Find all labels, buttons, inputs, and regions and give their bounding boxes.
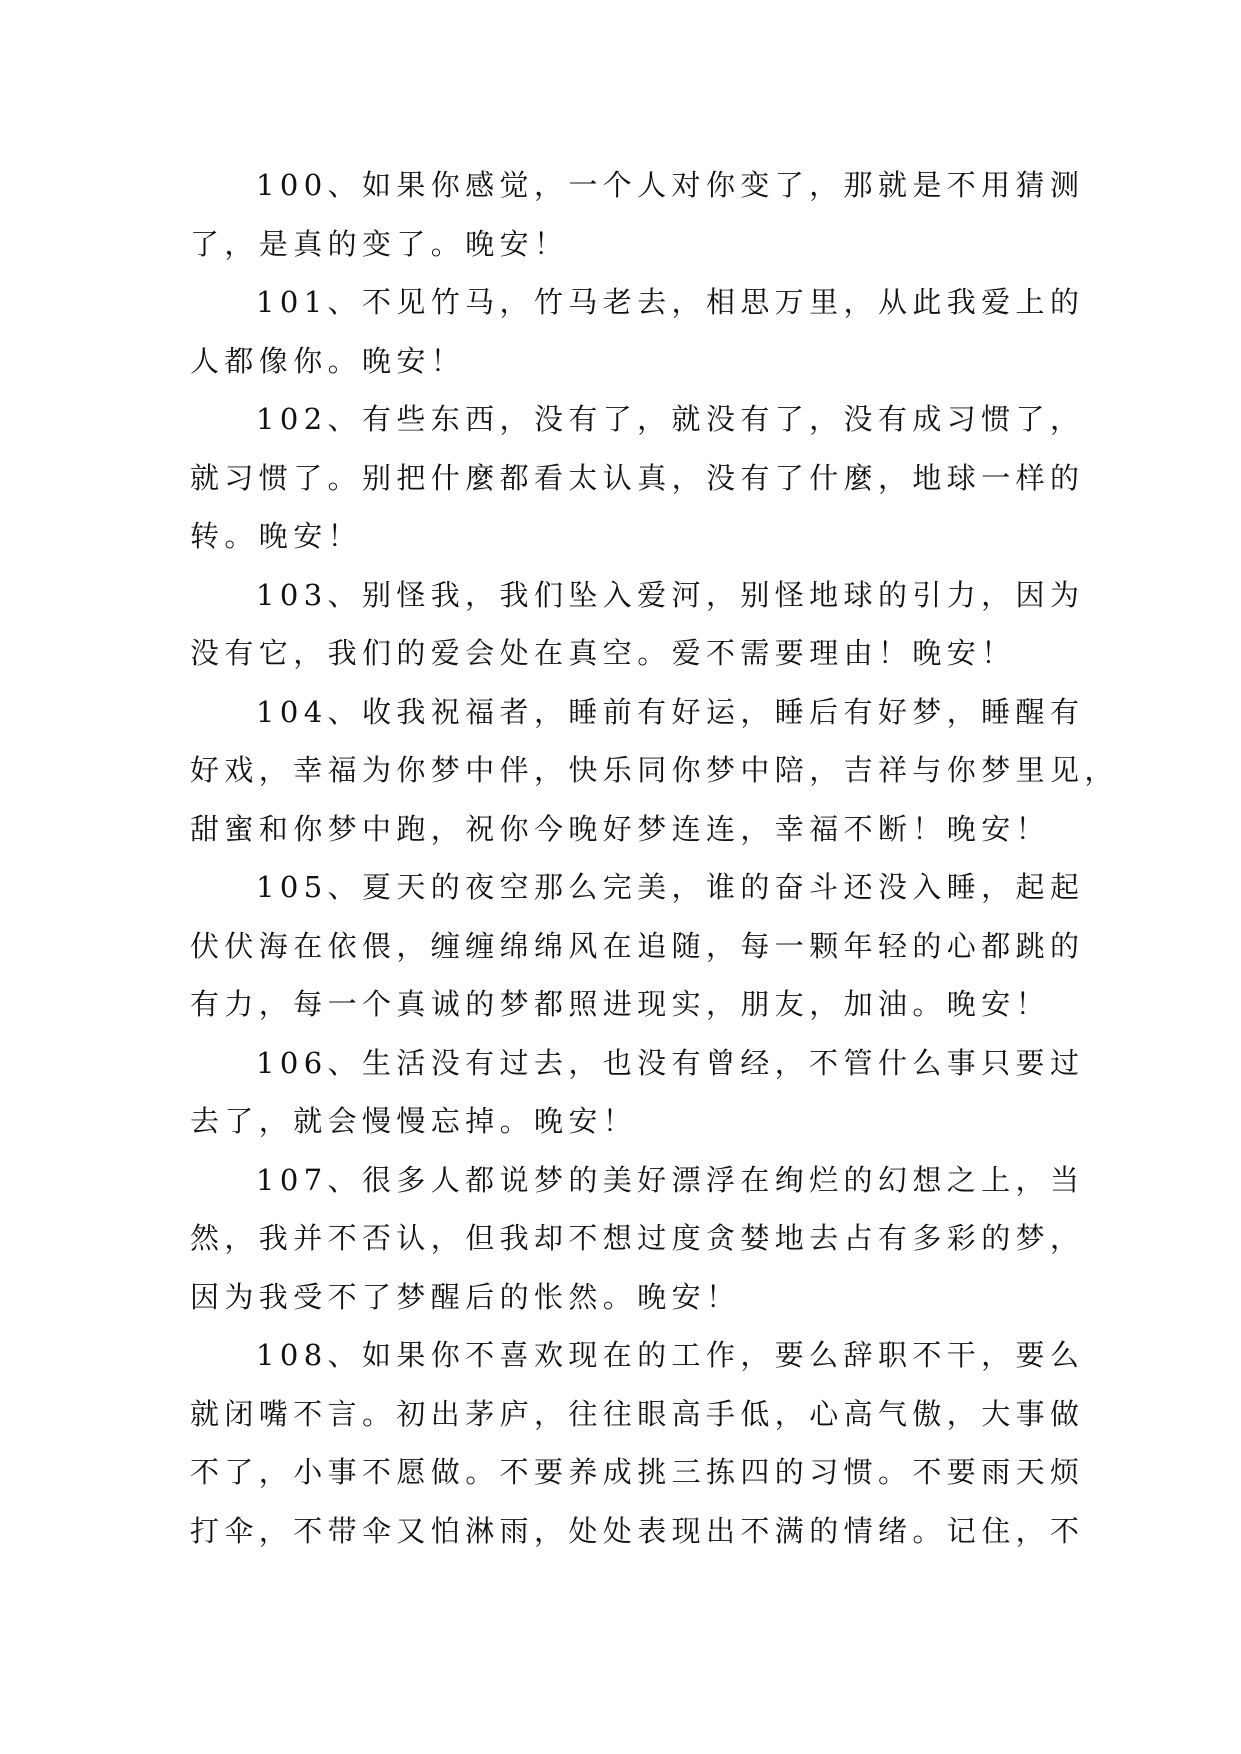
text-line: 打伞，不带伞又怕淋雨，处处表现出不满的情绪。记住，不 bbox=[190, 1513, 1085, 1548]
text-line: 了，是真的变了。晚安！ bbox=[190, 226, 569, 261]
text-line: 因为我受不了梦醒后的怅然。晚安！ bbox=[190, 1279, 741, 1314]
text-line: 去了，就会慢慢忘掉。晚安！ bbox=[190, 1104, 638, 1138]
paragraph-104 bbox=[190, 683, 1119, 859]
text-line: 然，我并不否认，但我却不想过度贪婪地去占有多彩的梦， bbox=[190, 1221, 1085, 1255]
text-line: 104、收我祝福者，睡前有好运，睡后有好梦，睡醒有 bbox=[256, 694, 1085, 729]
text-line: 101、不见竹马，竹马老去，相思万里，从此我爱上的 bbox=[256, 285, 1085, 319]
paragraph-107 bbox=[190, 1151, 1085, 1327]
text-line: 有力，每一个真诚的梦都照进现实，朋友，加油。晚安！ bbox=[190, 987, 1051, 1021]
text-line: 不了，小事不愿做。不要养成挑三拣四的习惯。不要雨天烦 bbox=[190, 1455, 1085, 1489]
text-line: 102、有些东西，没有了，就没有了，没有成习惯了， bbox=[256, 402, 1085, 436]
text-line: 好戏，幸福为你梦中伴，快乐同你梦中陪，吉祥与你梦里见， bbox=[190, 753, 1119, 787]
text-line: 就习惯了。别把什麼都看太认真，没有了什麼，地球一样的 bbox=[190, 460, 1085, 495]
text-line: 转。晚安！ bbox=[190, 519, 363, 553]
text-line: 就闭嘴不言。初出茅庐，往往眼高手低，心高气傲，大事做 bbox=[190, 1396, 1085, 1431]
paragraph-106 bbox=[190, 1034, 1085, 1151]
document-body bbox=[190, 156, 1119, 1560]
paragraph-105 bbox=[190, 858, 1085, 1034]
text-line: 106、生活没有过去，也没有曾经，不管什么事只要过 bbox=[256, 1045, 1085, 1080]
text-line: 107、很多人都说梦的美好漂浮在绚烂的幻想之上，当 bbox=[256, 1162, 1085, 1197]
paragraph-100 bbox=[190, 156, 1085, 273]
text-line: 103、别怪我，我们坠入爱河，别怪地球的引力，因为 bbox=[256, 577, 1085, 612]
text-line: 人都像你。晚安！ bbox=[190, 343, 466, 378]
paragraph-102 bbox=[190, 390, 1085, 566]
paragraph-103 bbox=[190, 566, 1085, 683]
text-line: 没有它，我们的爱会处在真空。爱不需要理由！晚安！ bbox=[190, 636, 1016, 670]
text-line: 100、如果你感觉，一个人对你变了，那就是不用猜测 bbox=[256, 168, 1085, 202]
paragraph-101 bbox=[190, 273, 1085, 390]
text-line: 伏伏海在依偎，缠缠绵绵风在追随，每一颗年轻的心都跳的 bbox=[190, 928, 1085, 963]
paragraph-108 bbox=[190, 1326, 1085, 1560]
text-line: 105、夏天的夜空那么完美，谁的奋斗还没入睡，起起 bbox=[256, 870, 1085, 904]
text-line: 108、如果你不喜欢现在的工作，要么辞职不干，要么 bbox=[256, 1338, 1085, 1372]
text-line: 甜蜜和你梦中跑，祝你今晚好梦连连，幸福不断！晚安！ bbox=[190, 811, 1051, 846]
